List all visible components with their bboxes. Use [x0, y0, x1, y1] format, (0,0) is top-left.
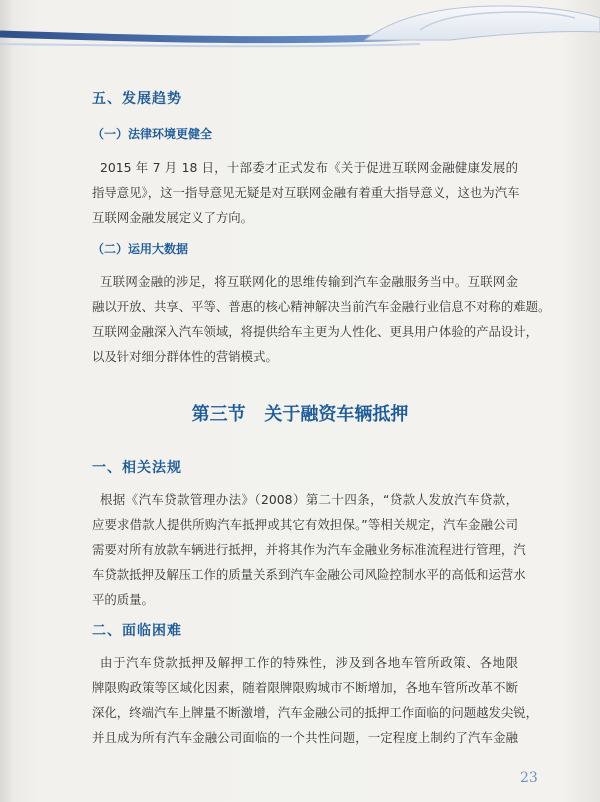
text-line: 应要求借款人提供所购汽车抵押或其它有效担保。”等相关规定，汽车金融公司: [92, 517, 518, 532]
text-line: 互联网金融深入汽车领域，将提供给车主更为人性化、更具用户体验的产品设计，: [92, 324, 539, 339]
text-line: 平的质量。: [92, 592, 154, 607]
paragraph-legal-environment: [92, 155, 518, 230]
section-heading-trends: 五、发展趋势: [92, 91, 182, 107]
text-line: 互联网金融的涉足，将互联网化的思维传输到汽车金融服务当中。互联网金: [100, 274, 518, 289]
paragraph-difficulties: [92, 650, 539, 750]
text-line: 深化，终端汽车上牌量不断激增，汽车金融公司的抵押工作面临的问题越发尖锐，: [92, 705, 539, 720]
section-heading-difficulties: 二、面临困难: [92, 623, 182, 639]
subheading-big-data: （二）运用大数据: [92, 242, 189, 256]
text-line: 根据《汽车贷款管理办法》（2008）第二十四条，“贷款人发放汽车贷款，: [100, 492, 518, 507]
section-heading-regulations: 一、相关法规: [92, 460, 182, 476]
text-line: 由于汽车贷款抵押及解押工作的特殊性，涉及到各地车管所政策、各地限: [100, 655, 518, 670]
text-line: 并且成为所有汽车金融公司面临的一个共性问题，一定程度上制约了汽车金融: [92, 730, 518, 745]
paragraph-regulations: [92, 487, 526, 612]
page-number: 23: [520, 770, 538, 786]
text-line: 牌限购政策等区域化因素，随着限牌限购城市不断增加，各地车管所改革不断: [92, 680, 518, 695]
paragraph-big-data: [92, 269, 551, 369]
subheading-legal-environment: （一）法律环境更健全: [92, 127, 213, 141]
text-line: 指导意见》，这一指导意见无疑是对互联网金融有着重大指导意义，这也为汽车: [92, 185, 520, 200]
chapter-title: 第三节 关于融资车辆抵押: [191, 404, 409, 425]
text-line: 车贷款抵押及解压工作的质量关系到汽车金融公司风险控制水平的高低和运营水: [92, 567, 526, 582]
text-line: 以及针对细分群体性的营销模式。: [92, 349, 278, 364]
text-line: 融以开放、共享、平等、普惠的核心精神解决当前汽车金融行业信息不对称的难题。: [92, 299, 551, 314]
text-line: 需要对所有放款车辆进行抵押，并将其作为汽车金融业务标准流程进行管理，汽: [92, 542, 526, 557]
text-line: 互联网金融发展定义了方向。: [92, 210, 254, 225]
text-line: 2015 年 7 月 18 日，十部委才正式发布《关于促进互联网金融健康发展的: [100, 160, 518, 175]
